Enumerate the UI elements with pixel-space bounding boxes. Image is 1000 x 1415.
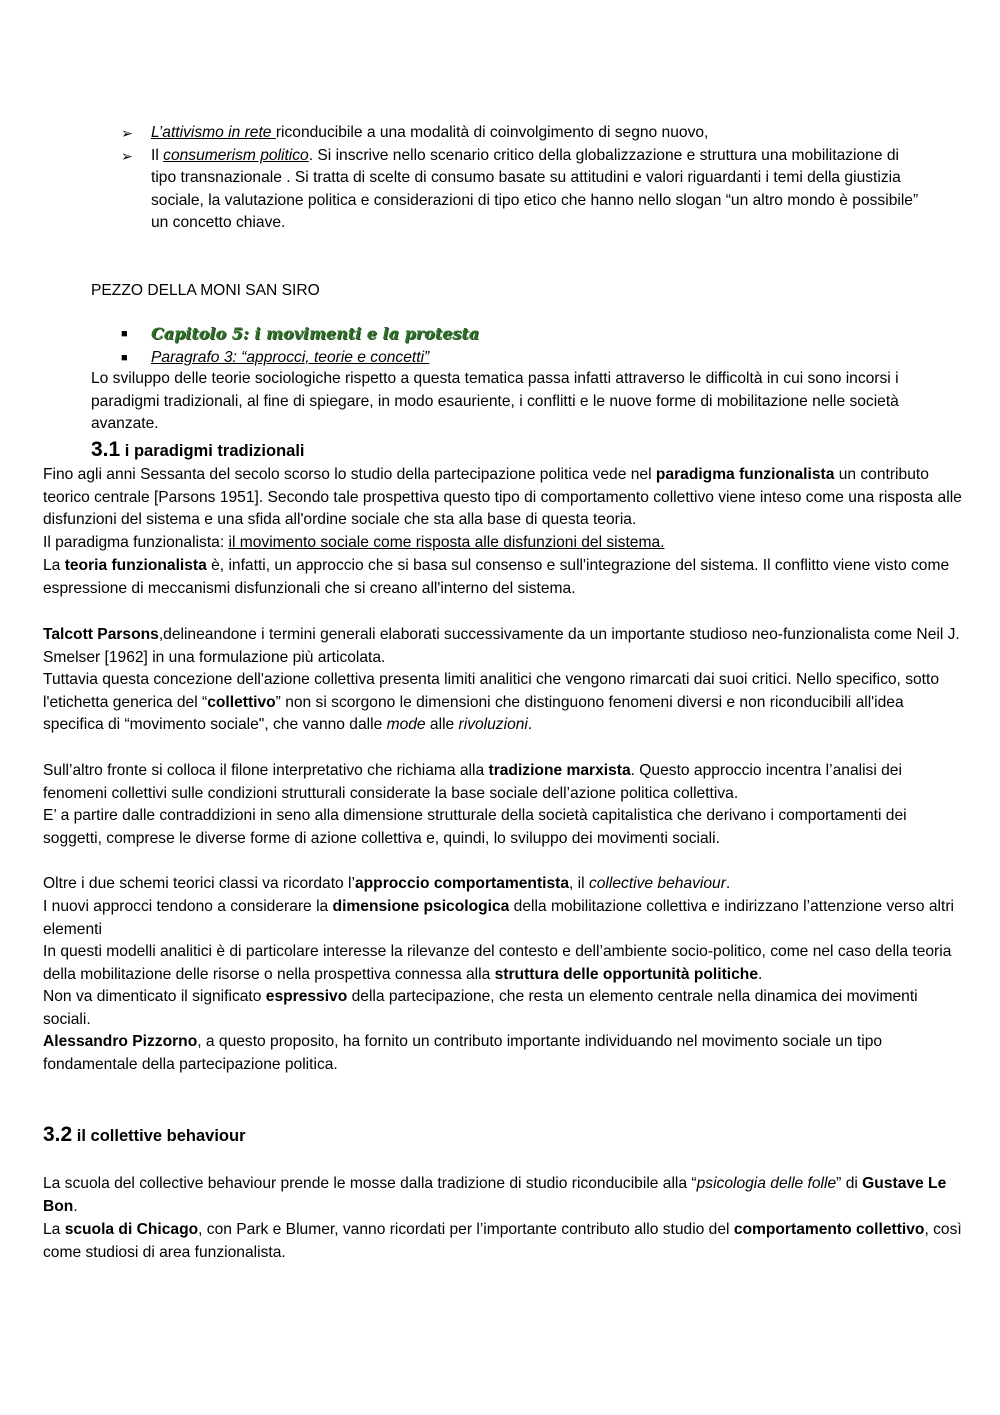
body-paragraph [43,1219,963,1264]
body-paragraph [43,1173,963,1218]
text-run: . [73,1197,78,1215]
italic-term: rivoluzioni [458,716,528,734]
text-run: . Questo approccio incentra l’analisi dei fenomeni collettivi sulle condizioni strutturali considerate la base sociale dell’azione politica collettiva. [43,762,902,802]
text-run: La [43,557,65,574]
text-run: . [758,965,763,983]
bold-term: comportamento collettivo [733,1221,925,1238]
body-paragraph [43,555,963,600]
bold-term: Talcott Parsons [43,626,159,643]
square-bullet-icon: ■ [121,351,128,364]
italic-term: collective behaviour [588,875,726,892]
body-paragraph [43,760,963,805]
section-label: PEZZO DELLA MONI SAN SIRO [91,282,320,299]
list-item-term: L’attivismo in rete [151,124,276,141]
text-run: della mobilitazione collettiva e indirizzano l’attenzione verso altri elementi [43,898,954,938]
bold-term: Alessandro Pizzorno [43,1033,198,1050]
bold-term: tradizione marxista [488,762,631,779]
paragraph-title: Paragrafo 3: “approcci, teorie e concetti” [151,348,430,366]
body-paragraph [43,986,963,1031]
square-bullet-icon: ■ [121,328,128,340]
section-heading [91,439,305,463]
list-item-text: riconducibile a una modalità di coinvolgimento di segno nuovo, [275,124,709,141]
text-run: ” non si scorgono le dimensioni che distinguono fenomeni diversi e non riconducibili all'idea specifica di “movimento sociale", che vanno dalle [43,693,904,734]
section-title: i paradigmi tradizionali [124,442,305,460]
text-run: Fino agli anni Sessanta del secolo scorso lo studio della partecipazione politica vede nel [43,466,656,483]
text-run: Non va dimenticato il significato [43,988,266,1005]
bold-term: dimensione psicologica [332,898,510,915]
bold-term: Gustave Le Bon [43,1175,947,1215]
section-heading [43,1124,246,1148]
bold-term: teoria funzionalista [64,557,207,574]
arrow-bullet-icon: ➢ [121,125,133,141]
italic-term: mode [386,716,426,734]
underlined-phrase: il movimento sociale come risposta alle disfunzioni del sistema. [228,534,665,551]
list-item [121,347,941,370]
bold-term: struttura delle opportunità politiche [494,965,758,983]
body-paragraph [43,464,963,532]
body-paragraph [43,1031,963,1076]
section-number: 3.2 [43,1123,73,1146]
body-paragraph [43,941,963,986]
text-run: , il [569,875,589,892]
text-run: In questi modelli analitici è di particolare interesse la rilevanze del contesto e dell’ambiente socio-politico, come nel caso della teoria della mobilitazione delle risorse o nella prospettiva connessa alla [43,943,952,983]
text-run: La [43,1221,65,1238]
body-paragraph: E’ a partire dalle contraddizioni in seno alla dimensione strutturale della società capitalistica che derivano i comportamenti dei soggetti, comprese le diverse forme di azione collettiva e, quindi, lo sviluppo dei movimenti sociali. [43,807,907,847]
text-run: Il paradigma funzionalista: [43,534,229,551]
italic-term: psicologia delle folle [696,1175,837,1192]
list-item-text: . Si inscrive nello scenario critico della globalizzazione e struttura una mobilitazione di tipo transnazionale . Si tratta di scelte di consumo basate su attitudini e valori riguardanti i temi della giustizia sociale, la valutazione politica e considerazioni di tipo etico che hanno nello slogan “un altro mondo è possibile” un concetto chiave. [151,146,919,232]
body-paragraph [43,873,963,896]
text-run: è, infatti, un approccio che si basa sul consenso e sull'integrazione del sistema. Il conflitto viene visto come espressione di meccanismi disfunzionali che si creano all'interno del sistema. [43,557,950,597]
bold-term: espressivo [265,988,348,1005]
bold-term: collettivo [207,693,276,711]
text-run: Tuttavia questa concezione dell'azione collettiva presenta limiti analitici che vengono rimarcati dai suoi critici. Nello specifico, sotto l'etichetta generica del “ [43,671,940,711]
list-item [121,145,921,235]
section-number: 3.1 [91,438,121,461]
text-run: della partecipazione, che resta un elemento centrale nella dinamica dei movimenti sociali. [43,988,918,1028]
list-item [121,323,941,347]
arrow-bullet-icon: ➢ [121,147,133,164]
text-run: , così come studiosi di area funzionalista. [43,1221,962,1261]
text-run: . [527,716,533,734]
text-run: ” di [836,1175,863,1192]
body-paragraph [43,896,963,941]
text-run: ,delineandone i termini generali elaborati successivamente da un importante studioso neo-funzionalista come Neil J. Smelser [1962] in una formulazione più articolata. [43,626,960,666]
list-item [121,122,921,145]
text-run: un contributo teorico centrale [Parsons 1951]. Secondo tale prospettiva questo tipo di comportamento collettivo viene inteso come una risposta alle disfunzioni del sistema e una sfida all'ordine sociale che sta alla base di questa teoria. [43,466,962,529]
text-run: . [725,875,731,892]
list-item-term: consumerism politico [163,146,309,164]
body-paragraph [43,532,963,555]
square-bullet-list [121,323,941,369]
text-run: , a questo proposito, ha fornito un contributo importante individuando nel movimento sociale un tipo fondamentale della partecipazione politica. [43,1033,883,1073]
intro-paragraph: Lo sviluppo delle teorie sociologiche rispetto a questa tematica passa infatti attraverso le difficoltà in cui sono incorsi i paradigmi tradizionali, al fine di spiegare, in modo esauriente, i conflitti e le nuove forme di mobilitazione nelle società avanzate. [91,370,899,433]
text-run: Oltre i due schemi teorici classi va ricordato l’ [43,875,355,892]
list-item-prefix: Il [151,146,164,164]
text-run: Sull’altro fronte si colloca il filone interpretativo che richiama alla [43,762,489,779]
body-paragraph [43,669,963,737]
text-run: , con Park e Blumer, vanno ricordati per l’importante contributo allo studio del [198,1221,734,1238]
text-run: alle [425,716,459,734]
bold-term: paradigma funzionalista [655,466,835,483]
bold-term: scuola di Chicago [64,1221,199,1238]
text-run: I nuovi approcci tendono a considerare la [43,898,333,915]
body-paragraph [43,624,963,669]
bold-term: approccio comportamentista [354,875,570,892]
arrow-bullet-list [121,122,921,235]
text-run: La scuola del collective behaviour prende le mosse dalla tradizione di studio riconducibile alla “ [43,1175,697,1192]
section-title: il collettive behaviour [76,1127,246,1145]
chapter-title: Capitolo 5: i movimenti e la protesta [151,324,480,343]
